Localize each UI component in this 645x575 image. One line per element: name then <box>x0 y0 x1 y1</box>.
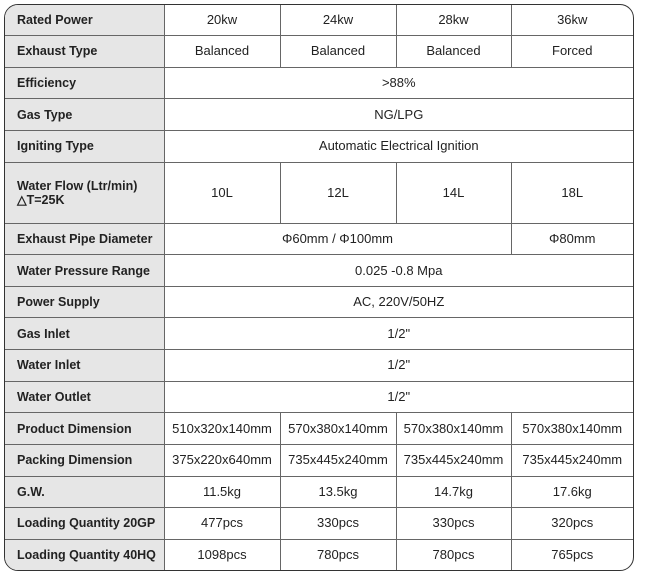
table-row-exhaust-type <box>5 36 633 68</box>
table-row-water-outlet <box>5 381 633 413</box>
table-row-gw <box>5 476 633 508</box>
table-row-loading-40hq <box>5 539 633 570</box>
cell-value: 1098pcs <box>164 539 280 570</box>
cell-value: Φ60mm / Φ100mm <box>164 223 511 255</box>
cell-value: 735x445x240mm <box>511 444 633 476</box>
cell-value: 20kw <box>164 5 280 36</box>
cell-value: 570x380x140mm <box>511 413 633 445</box>
cell-value: Automatic Electrical Ignition <box>164 130 633 162</box>
table-row-igniting-type <box>5 130 633 162</box>
cell-value: 765pcs <box>511 539 633 570</box>
row-label: Product Dimension <box>5 413 164 445</box>
row-label: Water Inlet <box>5 350 164 382</box>
table-row-water-flow <box>5 162 633 223</box>
cell-value: 320pcs <box>511 508 633 540</box>
cell-value: 12L <box>280 162 396 223</box>
cell-value: Φ80mm <box>511 223 633 255</box>
cell-value: 375x220x640mm <box>164 444 280 476</box>
cell-value: 330pcs <box>396 508 511 540</box>
cell-value: 477pcs <box>164 508 280 540</box>
row-label: Packing Dimension <box>5 444 164 476</box>
table-row-loading-20gp <box>5 508 633 540</box>
cell-value: 735x445x240mm <box>396 444 511 476</box>
table-row-water-inlet <box>5 350 633 382</box>
row-label: Water Pressure Range <box>5 255 164 287</box>
table-row-power-supply <box>5 286 633 318</box>
cell-value: 17.6kg <box>511 476 633 508</box>
row-label-line2: △T=25K <box>17 192 65 207</box>
table-row-packing-dimension <box>5 444 633 476</box>
cell-value: 780pcs <box>396 539 511 570</box>
cell-value: 36kw <box>511 5 633 36</box>
row-label: Rated Power <box>5 5 164 36</box>
cell-value: 570x380x140mm <box>396 413 511 445</box>
row-label: Loading Quantity 40HQ <box>5 539 164 570</box>
cell-value: NG/LPG <box>164 99 633 131</box>
cell-value: 1/2" <box>164 350 633 382</box>
cell-value: Balanced <box>396 36 511 68</box>
cell-value: 14L <box>396 162 511 223</box>
cell-value: 18L <box>511 162 633 223</box>
cell-value: >88% <box>164 67 633 99</box>
row-label: Loading Quantity 20GP <box>5 508 164 540</box>
cell-value: 570x380x140mm <box>280 413 396 445</box>
row-label: Igniting Type <box>5 130 164 162</box>
row-label: Efficiency <box>5 67 164 99</box>
cell-value: 11.5kg <box>164 476 280 508</box>
table-row-efficiency <box>5 67 633 99</box>
cell-value: 735x445x240mm <box>280 444 396 476</box>
cell-value: 0.025 -0.8 Mpa <box>164 255 633 287</box>
cell-value: 510x320x140mm <box>164 413 280 445</box>
row-label: G.W. <box>5 476 164 508</box>
table-row-water-pressure <box>5 255 633 287</box>
row-label: Power Supply <box>5 286 164 318</box>
row-label: Exhaust Type <box>5 36 164 68</box>
cell-value: 1/2" <box>164 318 633 350</box>
cell-value: 330pcs <box>280 508 396 540</box>
table-row-exhaust-pipe <box>5 223 633 255</box>
cell-value: Forced <box>511 36 633 68</box>
cell-value: AC, 220V/50HZ <box>164 286 633 318</box>
spec-table-frame <box>4 4 634 571</box>
cell-value: 1/2" <box>164 381 633 413</box>
row-label: Water Outlet <box>5 381 164 413</box>
cell-value: 10L <box>164 162 280 223</box>
row-label: Gas Type <box>5 99 164 131</box>
table-row-gas-type <box>5 99 633 131</box>
table-row-product-dimension <box>5 413 633 445</box>
row-label-line1: Water Flow (Ltr/min) <box>17 178 138 193</box>
cell-value: Balanced <box>164 36 280 68</box>
row-label: Exhaust Pipe Diameter <box>5 223 164 255</box>
cell-value: 780pcs <box>280 539 396 570</box>
spec-table <box>5 5 633 570</box>
cell-value: 13.5kg <box>280 476 396 508</box>
cell-value: 28kw <box>396 5 511 36</box>
table-row-gas-inlet <box>5 318 633 350</box>
row-label <box>5 162 164 223</box>
table-row-rated-power <box>5 5 633 36</box>
cell-value: 14.7kg <box>396 476 511 508</box>
cell-value: Balanced <box>280 36 396 68</box>
cell-value: 24kw <box>280 5 396 36</box>
row-label: Gas Inlet <box>5 318 164 350</box>
